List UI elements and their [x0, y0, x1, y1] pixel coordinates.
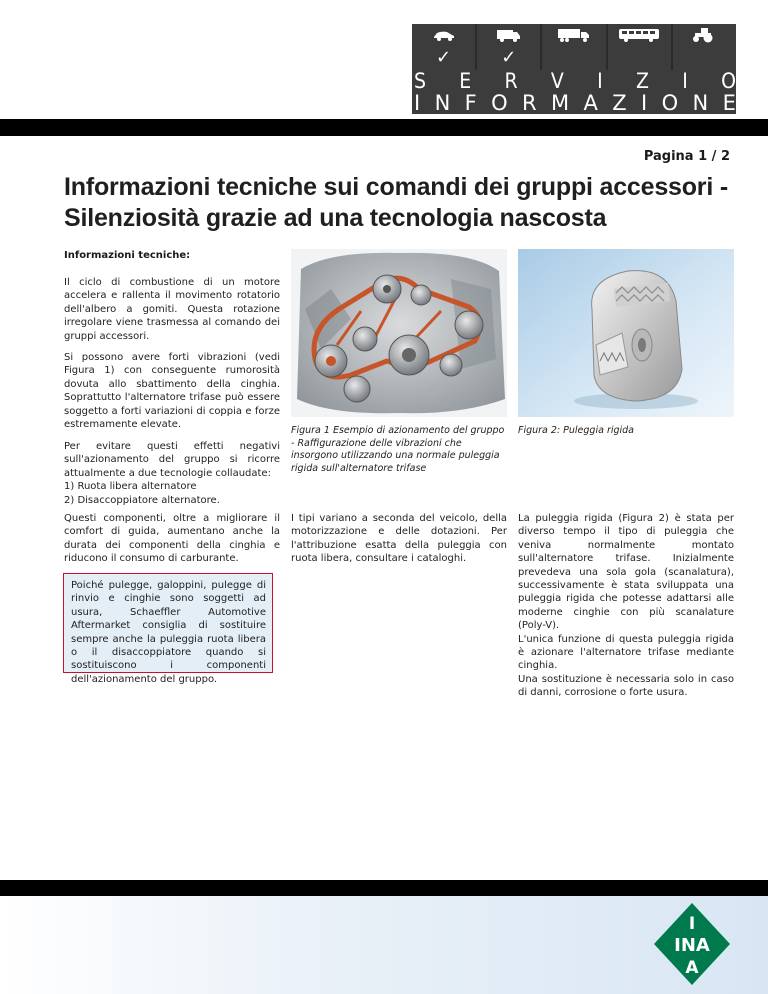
- letter: E: [459, 69, 472, 93]
- letter: I: [597, 69, 603, 93]
- letter: V: [550, 69, 564, 93]
- title-line-1: Informazioni tecniche sui comandi dei gruppi accessori -: [64, 173, 728, 201]
- letter: O: [661, 91, 679, 115]
- letter: I: [682, 69, 688, 93]
- letter: S: [414, 69, 426, 93]
- letter: M: [551, 91, 570, 115]
- check-tractor-empty: [671, 46, 736, 70]
- letter: Z: [635, 69, 649, 93]
- bus-icon: [618, 28, 660, 42]
- letter: A: [583, 91, 598, 115]
- truck-icon: [557, 28, 591, 42]
- col2-paragraph: [291, 512, 507, 566]
- col3-text: [518, 512, 734, 700]
- paragraph: I tipi variano a seconda del veicolo, della motorizzazione e delle dotazioni. Per l'attribuzione esatta della puleggia con ruota libera, consultare i cataloghi.: [291, 513, 507, 565]
- check-van: ✓: [475, 46, 540, 70]
- col1-paragraph-3: [64, 440, 280, 507]
- figure-2-rigid-pulley: [518, 249, 734, 417]
- letter: I: [414, 91, 421, 115]
- letter: O: [491, 91, 508, 115]
- paragraph: Per evitare questi effetti negativi sull'azionamento del gruppo si ricorre attualmente a due tecnologie collaudate:: [64, 441, 280, 479]
- van-icon: [496, 28, 522, 42]
- letter: E: [722, 91, 736, 115]
- vehicle-cell-truck: [540, 24, 605, 46]
- letter: N: [434, 91, 451, 115]
- figure-1-engine-belt-drive: [291, 249, 507, 417]
- vehicle-cell-car: [412, 24, 475, 46]
- paragraph: Il ciclo di combustione di un motore accelera e rallenta il movimento rotatorio dell'albero a gomiti. Questa rotazione irregolare viene trasmessa al comando dei gruppi accessori.: [64, 277, 280, 342]
- col1-paragraph-2: [64, 351, 280, 431]
- col1-paragraph-1: [64, 276, 280, 343]
- letter: I: [641, 91, 648, 115]
- letter: O: [721, 69, 736, 93]
- vehicle-type-row: [412, 24, 736, 46]
- letter: R: [504, 69, 518, 93]
- title-line-2: Silenziosità grazie ad una tecnologia nascosta: [64, 204, 607, 232]
- letter: F: [464, 91, 477, 115]
- note-text: Poiché pulegge, galoppini, pulegge di rinvio e cinghie sono soggetti ad usura, Schaeffler Automotive Aftermarket consiglia di sostituire sempre anche la puleggia ruota libera o il disaccoppiatore quando si sostituiscono i componenti dell'azionamento del gruppo.: [71, 580, 266, 685]
- informazione-word: [414, 92, 736, 114]
- car-icon: [432, 28, 456, 42]
- ina-logo: [652, 901, 732, 987]
- section-subhead: Informazioni tecniche:: [64, 250, 191, 261]
- check-car: ✓: [436, 47, 452, 68]
- check-bus-empty: [606, 46, 671, 70]
- svg-text:I: I: [688, 914, 696, 934]
- svg-text:INA: INA: [674, 935, 710, 956]
- recommendation-note-box: [63, 573, 273, 685]
- vehicle-check-row: [412, 46, 736, 70]
- paragraph: Una sostituzione è necessaria solo in caso di danni, corrosione o forte usura.: [518, 673, 734, 699]
- vehicle-cell-bus: [606, 24, 671, 46]
- page-title: [64, 172, 744, 234]
- letter: R: [522, 91, 537, 115]
- col1-paragraph-4: [64, 512, 280, 566]
- figure-1-caption: Figura 1 Esempio di azionamento del gruppo - Raffigurazione delle vibrazioni che insorgono utilizzando una normale puleggia rigida sull'alternatore trifase: [291, 425, 505, 474]
- paragraph: La puleggia rigida (Figura 2) è stata per diverso tempo il tipo di puleggia che veniva normalmente montato sull'alternatore trifase. Inizialmente prevedeva una sola gola (scanalatura), successivamente è stata sviluppata una puleggia rigida che potesse adattarsi alle moderne cinghie con più scanalature (Poly-V).: [518, 513, 734, 632]
- letter: N: [692, 91, 709, 115]
- vehicle-cell-tractor: [671, 24, 736, 46]
- paragraph: Questi componenti, oltre a migliorare il comfort di guida, aumentano anche la durata dei componenti della cinghia e riducono il consumo di carburante.: [64, 513, 280, 565]
- figure-2-caption: Figura 2: Puleggia rigida: [518, 425, 635, 436]
- page-number: Pagina 1 / 2: [643, 149, 730, 164]
- check-truck-empty: [540, 46, 605, 70]
- footer-divider-bar: [0, 880, 768, 896]
- vehicle-cell-van: [475, 24, 540, 46]
- list-item: 2) Disaccoppiatore alternatore.: [64, 494, 220, 506]
- paragraph: L'unica funzione di questa puleggia rigida è azionare l'alternatore trifase mediante cinghia.: [518, 633, 734, 672]
- letter: Z: [612, 91, 627, 115]
- svg-text:A: A: [685, 958, 699, 978]
- tractor-icon: [691, 27, 717, 43]
- paragraph: Si possono avere forti vibrazioni (vedi Figura 1) con conseguente rumorosità dovuta allo sbattimento della cinghia. Soprattutto l'alternatore trifase può essere soggetto a forti variazioni di coppia e forze estremamente elevate.: [64, 352, 280, 431]
- servizio-word: [414, 70, 736, 92]
- list-item: 1) Ruota libera alternatore: [64, 481, 197, 493]
- header-divider-bar: [0, 119, 768, 136]
